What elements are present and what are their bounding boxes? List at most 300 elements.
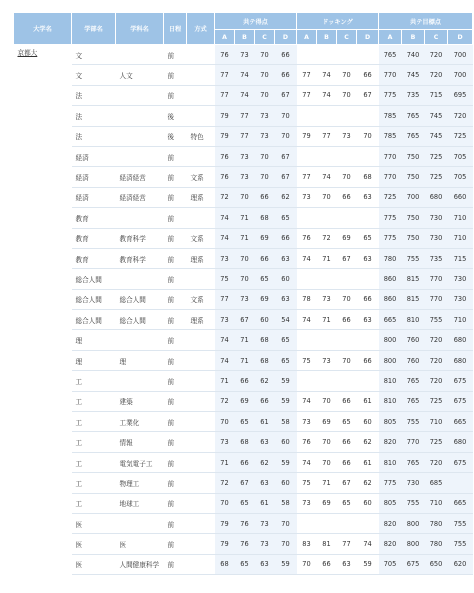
table-row xyxy=(14,513,473,533)
department-cell: 理 xyxy=(116,350,164,370)
header-grade-a: A xyxy=(379,30,402,45)
department-cell xyxy=(116,85,164,105)
g2-score-a: 75 xyxy=(297,350,317,370)
department-cell xyxy=(116,208,164,228)
g1-score-d: 63 xyxy=(275,248,297,268)
g2-score-d: 60 xyxy=(357,412,379,432)
g1-score-c: 62 xyxy=(255,371,275,391)
header-university: 大学名 xyxy=(14,13,72,45)
g3-score-a: 800 xyxy=(379,350,402,370)
g1-score-c: 70 xyxy=(255,65,275,85)
g2-score-c: 67 xyxy=(337,248,357,268)
g1-score-b: 65 xyxy=(235,554,255,574)
header-grade-d: D xyxy=(357,30,379,45)
header-group-kyote-score: 共テ得点 xyxy=(215,13,297,30)
g1-score-c: 68 xyxy=(255,208,275,228)
g2-score-c xyxy=(337,208,357,228)
g2-score-b: 69 xyxy=(317,493,337,513)
g2-score-a xyxy=(297,269,317,289)
g3-score-d: 710 xyxy=(448,208,473,228)
faculty-cell: 工 xyxy=(72,473,116,493)
header-grade-a: A xyxy=(215,30,235,45)
g3-score-d: 720 xyxy=(448,106,473,126)
schedule-cell: 前 xyxy=(164,187,187,207)
g2-score-d: 62 xyxy=(357,432,379,452)
g1-score-b: 70 xyxy=(235,187,255,207)
method-cell xyxy=(187,85,215,105)
schedule-cell: 前 xyxy=(164,554,187,574)
faculty-cell: 工 xyxy=(72,493,116,513)
department-cell xyxy=(116,330,164,350)
g3-score-b: 765 xyxy=(402,106,425,126)
g3-score-c: 730 xyxy=(425,208,448,228)
g2-score-d: 63 xyxy=(357,310,379,330)
g2-score-a: 74 xyxy=(297,391,317,411)
department-cell: 人間健康科学 xyxy=(116,554,164,574)
g1-score-c: 69 xyxy=(255,289,275,309)
g1-score-a: 68 xyxy=(215,554,235,574)
method-cell xyxy=(187,65,215,85)
g3-score-b: 700 xyxy=(402,187,425,207)
g2-score-c: 77 xyxy=(337,534,357,554)
method-cell: 理系 xyxy=(187,187,215,207)
g1-score-a: 71 xyxy=(215,371,235,391)
method-cell xyxy=(187,146,215,166)
g2-score-b xyxy=(317,330,337,350)
g1-score-c: 70 xyxy=(255,45,275,65)
header-department: 学科名 xyxy=(116,13,164,45)
g1-score-c: 69 xyxy=(255,228,275,248)
header-schedule: 日程 xyxy=(164,13,187,45)
schedule-cell: 前 xyxy=(164,452,187,472)
g1-score-c: 73 xyxy=(255,126,275,146)
g3-score-a: 800 xyxy=(379,330,402,350)
table-row xyxy=(14,126,473,146)
schedule-cell: 前 xyxy=(164,371,187,391)
faculty-cell: 総合人間 xyxy=(72,269,116,289)
g2-score-b: 73 xyxy=(317,289,337,309)
department-cell: 地球工 xyxy=(116,493,164,513)
g3-score-d: 680 xyxy=(448,330,473,350)
table-row xyxy=(14,45,473,65)
table-row xyxy=(14,493,473,513)
g1-score-a: 77 xyxy=(215,85,235,105)
g1-score-a: 77 xyxy=(215,65,235,85)
g1-score-d: 59 xyxy=(275,452,297,472)
g2-score-b: 70 xyxy=(317,432,337,452)
department-cell: 総合人間 xyxy=(116,310,164,330)
g1-score-d: 70 xyxy=(275,106,297,126)
g1-score-c: 62 xyxy=(255,452,275,472)
method-cell xyxy=(187,452,215,472)
g2-score-b: 70 xyxy=(317,452,337,472)
g1-score-d: 67 xyxy=(275,146,297,166)
g3-score-c: 650 xyxy=(425,554,448,574)
g2-score-a: 79 xyxy=(297,126,317,146)
g1-score-d: 60 xyxy=(275,432,297,452)
g1-score-c: 68 xyxy=(255,350,275,370)
g3-score-a: 770 xyxy=(379,167,402,187)
g2-score-c: 70 xyxy=(337,289,357,309)
schedule-cell: 前 xyxy=(164,65,187,85)
table-row xyxy=(14,412,473,432)
g1-score-c: 65 xyxy=(255,269,275,289)
g1-score-a: 76 xyxy=(215,146,235,166)
g1-score-a: 72 xyxy=(215,391,235,411)
faculty-cell: 医 xyxy=(72,513,116,533)
g2-score-a: 83 xyxy=(297,534,317,554)
header-grade-d: D xyxy=(275,30,297,45)
g2-score-d: 65 xyxy=(357,228,379,248)
method-cell xyxy=(187,391,215,411)
g3-score-c: 720 xyxy=(425,65,448,85)
g1-score-c: 63 xyxy=(255,473,275,493)
g3-score-c: 745 xyxy=(425,126,448,146)
method-cell xyxy=(187,534,215,554)
g2-score-a: 73 xyxy=(297,412,317,432)
g2-score-b: 69 xyxy=(317,412,337,432)
g1-score-c: 66 xyxy=(255,391,275,411)
g1-score-d: 63 xyxy=(275,289,297,309)
table-row xyxy=(14,85,473,105)
g3-score-c: 725 xyxy=(425,391,448,411)
g1-score-b: 67 xyxy=(235,310,255,330)
g3-score-b: 675 xyxy=(402,554,425,574)
g1-score-c: 66 xyxy=(255,187,275,207)
g2-score-b xyxy=(317,371,337,391)
department-cell xyxy=(116,513,164,533)
header-grade-b: B xyxy=(317,30,337,45)
g1-score-a: 79 xyxy=(215,126,235,146)
g2-score-c: 66 xyxy=(337,187,357,207)
g2-score-d xyxy=(357,208,379,228)
faculty-cell: 法 xyxy=(72,126,116,146)
g1-score-a: 79 xyxy=(215,106,235,126)
g3-score-d: 705 xyxy=(448,167,473,187)
g1-score-a: 75 xyxy=(215,269,235,289)
g2-score-b: 74 xyxy=(317,167,337,187)
method-cell xyxy=(187,45,215,65)
g1-score-d: 60 xyxy=(275,473,297,493)
g2-score-c: 70 xyxy=(337,350,357,370)
g3-score-b: 765 xyxy=(402,391,425,411)
department-cell: 経済経営 xyxy=(116,167,164,187)
g1-score-c: 63 xyxy=(255,554,275,574)
g2-score-c: 65 xyxy=(337,493,357,513)
g3-score-b: 765 xyxy=(402,371,425,391)
g3-score-c: 735 xyxy=(425,248,448,268)
g2-score-c xyxy=(337,330,357,350)
g3-score-b: 765 xyxy=(402,126,425,146)
schedule-cell: 前 xyxy=(164,513,187,533)
table-row xyxy=(14,208,473,228)
g1-score-d: 67 xyxy=(275,85,297,105)
g2-score-b: 73 xyxy=(317,350,337,370)
table-row xyxy=(14,432,473,452)
schedule-cell: 後 xyxy=(164,126,187,146)
table-row xyxy=(14,228,473,248)
g1-score-c: 70 xyxy=(255,85,275,105)
schedule-cell: 前 xyxy=(164,412,187,432)
table-row xyxy=(14,350,473,370)
table-row xyxy=(14,248,473,268)
g2-score-d xyxy=(357,371,379,391)
g3-score-b: 800 xyxy=(402,513,425,533)
table-row xyxy=(14,269,473,289)
table-row xyxy=(14,146,473,166)
g2-score-c: 66 xyxy=(337,432,357,452)
g2-score-d: 66 xyxy=(357,65,379,85)
header-grade-c: C xyxy=(255,30,275,45)
g1-score-b: 71 xyxy=(235,350,255,370)
g2-score-c xyxy=(337,146,357,166)
method-cell xyxy=(187,106,215,126)
department-cell: 総合人間 xyxy=(116,289,164,309)
g3-score-a: 860 xyxy=(379,269,402,289)
g1-score-b: 73 xyxy=(235,167,255,187)
g2-score-a: 73 xyxy=(297,493,317,513)
schedule-cell: 前 xyxy=(164,167,187,187)
department-cell: 教育科学 xyxy=(116,228,164,248)
g1-score-b: 76 xyxy=(235,513,255,533)
g2-score-b: 71 xyxy=(317,248,337,268)
g1-score-b: 66 xyxy=(235,452,255,472)
g3-score-a: 705 xyxy=(379,554,402,574)
g2-score-d: 61 xyxy=(357,391,379,411)
g2-score-b: 71 xyxy=(317,473,337,493)
schedule-cell: 前 xyxy=(164,146,187,166)
department-cell: 人文 xyxy=(116,65,164,85)
g2-score-d xyxy=(357,269,379,289)
schedule-cell: 前 xyxy=(164,269,187,289)
g3-score-c: 770 xyxy=(425,269,448,289)
g3-score-a: 725 xyxy=(379,187,402,207)
method-cell xyxy=(187,412,215,432)
g3-score-d xyxy=(448,473,473,493)
g1-score-a: 77 xyxy=(215,289,235,309)
g2-score-b xyxy=(317,45,337,65)
g3-score-c: 745 xyxy=(425,106,448,126)
table-row xyxy=(14,167,473,187)
g1-score-d: 70 xyxy=(275,534,297,554)
g1-score-b: 70 xyxy=(235,248,255,268)
g2-score-b xyxy=(317,106,337,126)
g2-score-a: 74 xyxy=(297,452,317,472)
g2-score-d xyxy=(357,45,379,65)
g2-score-b: 77 xyxy=(317,126,337,146)
g2-score-d: 59 xyxy=(357,554,379,574)
g2-score-d: 66 xyxy=(357,289,379,309)
table-row xyxy=(14,554,473,574)
g3-score-c: 720 xyxy=(425,45,448,65)
g3-score-a: 770 xyxy=(379,65,402,85)
g1-score-c: 70 xyxy=(255,167,275,187)
g2-score-a: 77 xyxy=(297,65,317,85)
g2-score-a xyxy=(297,330,317,350)
g2-score-b: 71 xyxy=(317,310,337,330)
g3-score-b: 800 xyxy=(402,534,425,554)
g1-score-d: 58 xyxy=(275,493,297,513)
table-row xyxy=(14,106,473,126)
faculty-cell: 工 xyxy=(72,412,116,432)
g2-score-a: 76 xyxy=(297,432,317,452)
g2-score-d: 66 xyxy=(357,350,379,370)
g2-score-d: 74 xyxy=(357,534,379,554)
g3-score-b: 750 xyxy=(402,167,425,187)
g2-score-a: 70 xyxy=(297,554,317,574)
g1-score-a: 74 xyxy=(215,228,235,248)
method-cell xyxy=(187,554,215,574)
g2-score-b xyxy=(317,269,337,289)
faculty-cell: 法 xyxy=(72,85,116,105)
header-grade-b: B xyxy=(235,30,255,45)
faculty-cell: 総合人間 xyxy=(72,289,116,309)
g2-score-c: 66 xyxy=(337,391,357,411)
g3-score-a: 775 xyxy=(379,208,402,228)
g2-score-c: 63 xyxy=(337,554,357,574)
g1-score-d: 70 xyxy=(275,126,297,146)
schedule-cell: 前 xyxy=(164,248,187,268)
g1-score-b: 76 xyxy=(235,534,255,554)
g3-score-b: 735 xyxy=(402,85,425,105)
table-body xyxy=(14,45,473,575)
department-cell: 情報 xyxy=(116,432,164,452)
g3-score-b: 770 xyxy=(402,432,425,452)
faculty-cell: 医 xyxy=(72,554,116,574)
g3-score-b: 750 xyxy=(402,228,425,248)
g1-score-a: 72 xyxy=(215,473,235,493)
g3-score-b: 760 xyxy=(402,350,425,370)
g1-score-d: 54 xyxy=(275,310,297,330)
g2-score-d xyxy=(357,330,379,350)
g2-score-c: 70 xyxy=(337,167,357,187)
g3-score-a: 810 xyxy=(379,452,402,472)
g1-score-a: 79 xyxy=(215,513,235,533)
g1-score-b: 74 xyxy=(235,65,255,85)
g2-score-a xyxy=(297,371,317,391)
university-link[interactable]: 京都大 xyxy=(17,49,38,57)
g3-score-d: 675 xyxy=(448,391,473,411)
method-cell xyxy=(187,269,215,289)
g2-score-c xyxy=(337,45,357,65)
g3-score-b: 755 xyxy=(402,493,425,513)
faculty-cell: 工 xyxy=(72,432,116,452)
g3-score-c: 720 xyxy=(425,350,448,370)
table-row xyxy=(14,371,473,391)
g3-score-a: 810 xyxy=(379,391,402,411)
g1-score-a: 70 xyxy=(215,412,235,432)
table-row xyxy=(14,473,473,493)
table-row xyxy=(14,391,473,411)
table-row xyxy=(14,310,473,330)
table-row xyxy=(14,452,473,472)
g1-score-a: 73 xyxy=(215,310,235,330)
method-cell: 文系 xyxy=(187,228,215,248)
g2-score-b: 74 xyxy=(317,85,337,105)
g1-score-b: 71 xyxy=(235,208,255,228)
g1-score-a: 76 xyxy=(215,45,235,65)
g1-score-d: 65 xyxy=(275,350,297,370)
g1-score-c: 73 xyxy=(255,534,275,554)
g3-score-d: 755 xyxy=(448,534,473,554)
department-cell: 経済経営 xyxy=(116,187,164,207)
g3-score-a: 775 xyxy=(379,228,402,248)
method-cell: 理系 xyxy=(187,310,215,330)
g1-score-d: 66 xyxy=(275,45,297,65)
schedule-cell: 前 xyxy=(164,289,187,309)
g3-score-d: 665 xyxy=(448,412,473,432)
header-group-kyote-target: 共テ目標点 xyxy=(379,13,473,30)
department-cell xyxy=(116,371,164,391)
g3-score-c: 770 xyxy=(425,289,448,309)
g1-score-b: 77 xyxy=(235,106,255,126)
g1-score-a: 70 xyxy=(215,493,235,513)
header-grade-d: D xyxy=(448,30,473,45)
header-group-docking: ドッキング xyxy=(297,13,379,30)
g1-score-d: 59 xyxy=(275,371,297,391)
schedule-cell: 前 xyxy=(164,85,187,105)
g2-score-c: 70 xyxy=(337,85,357,105)
g2-score-c: 66 xyxy=(337,310,357,330)
g1-score-d: 60 xyxy=(275,269,297,289)
g3-score-a: 805 xyxy=(379,493,402,513)
g3-score-b: 750 xyxy=(402,208,425,228)
method-cell: 理系 xyxy=(187,248,215,268)
g3-score-d: 705 xyxy=(448,146,473,166)
department-cell xyxy=(116,269,164,289)
g1-score-c: 73 xyxy=(255,106,275,126)
header-method: 方式 xyxy=(187,13,215,45)
g2-score-a xyxy=(297,106,317,126)
g2-score-d: 63 xyxy=(357,248,379,268)
g3-score-d: 665 xyxy=(448,493,473,513)
department-cell: 医 xyxy=(116,534,164,554)
g2-score-b xyxy=(317,513,337,533)
g1-score-a: 73 xyxy=(215,248,235,268)
method-cell xyxy=(187,493,215,513)
g2-score-a: 77 xyxy=(297,85,317,105)
g1-score-c: 63 xyxy=(255,432,275,452)
g3-score-a: 785 xyxy=(379,106,402,126)
department-cell xyxy=(116,106,164,126)
g3-score-a: 820 xyxy=(379,513,402,533)
schedule-cell: 後 xyxy=(164,106,187,126)
g1-score-c: 60 xyxy=(255,310,275,330)
g3-score-d: 700 xyxy=(448,45,473,65)
g3-score-b: 730 xyxy=(402,473,425,493)
g3-score-d: 725 xyxy=(448,126,473,146)
g2-score-c: 73 xyxy=(337,126,357,146)
g2-score-a xyxy=(297,513,317,533)
table-row xyxy=(14,289,473,309)
g3-score-a: 765 xyxy=(379,45,402,65)
g1-score-d: 62 xyxy=(275,187,297,207)
g1-score-c: 68 xyxy=(255,330,275,350)
department-cell xyxy=(116,45,164,65)
faculty-cell: 理 xyxy=(72,330,116,350)
g3-score-a: 785 xyxy=(379,126,402,146)
g2-score-a: 73 xyxy=(297,187,317,207)
header-grade-c: C xyxy=(337,30,357,45)
g3-score-a: 820 xyxy=(379,432,402,452)
g3-score-a: 860 xyxy=(379,289,402,309)
g2-score-c: 65 xyxy=(337,412,357,432)
g3-score-d: 620 xyxy=(448,554,473,574)
faculty-cell: 理 xyxy=(72,350,116,370)
method-cell xyxy=(187,473,215,493)
schedule-cell: 前 xyxy=(164,534,187,554)
g2-score-b: 74 xyxy=(317,65,337,85)
